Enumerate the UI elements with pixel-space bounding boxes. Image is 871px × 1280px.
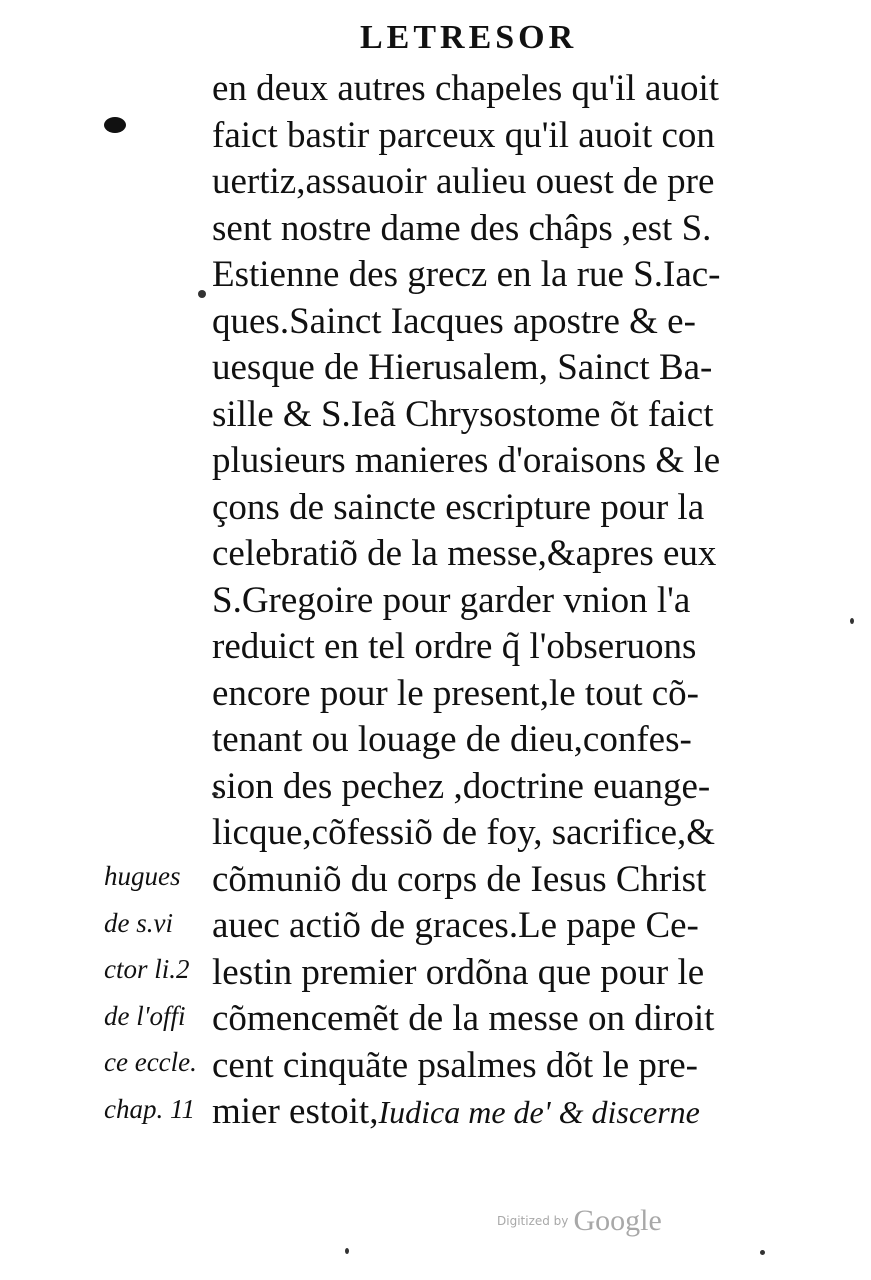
text-line: uesque de Hierusalem, Sainct Ba-: [212, 347, 713, 388]
text-line: cõmencemẽt de la messe on diroit: [212, 998, 715, 1039]
text-line-last: [212, 1089, 822, 1136]
text-line: lestin premier ordõna que pour le: [212, 951, 705, 993]
ink-speck: [850, 618, 854, 624]
text-line: en deux autres chapeles qu'il auoit: [212, 68, 720, 109]
margin-note-line: hugues: [104, 861, 181, 891]
google-watermark: [497, 1204, 662, 1238]
ink-speck: [198, 290, 206, 298]
text-line: cent cinquãte psalmes dõt le pre-: [212, 1044, 698, 1086]
margin-note-line: de l'offi: [104, 1000, 186, 1031]
margin-note-line: ctor li.2: [104, 954, 190, 984]
text-line: uertiz,assauoir aulieu ouest de pre: [212, 161, 715, 202]
margin-note: [104, 853, 224, 1132]
text-line: sille & S.Ieã Chrysostome õt faict: [212, 393, 714, 435]
text-line: çons de saincte escripture pour la: [212, 486, 705, 528]
text-line: auec actiõ de graces.Le pape Ce-: [212, 905, 699, 946]
text-line: plusieurs manieres d'oraisons & le: [212, 440, 721, 481]
text-line: S.Gregoire pour garder vnion l'a: [212, 579, 691, 621]
running-head: LETRESOR: [360, 19, 578, 56]
text-line: encore pour le present,le tout cõ-: [212, 672, 699, 714]
body-text: [212, 66, 822, 1136]
text-line: tenant ou louage de dieu,confes-: [212, 719, 692, 760]
text-line: reduict en tel ordre q̃ l'obseruons: [212, 626, 697, 667]
ink-speck: [760, 1250, 765, 1255]
text-line: Estienne des grecz en la rue S.Iac-: [212, 254, 721, 295]
margin-note-line: chap. 11: [104, 1093, 195, 1124]
ink-blot: [104, 117, 126, 133]
ink-speck: [345, 1248, 349, 1254]
margin-note-line: de s.vi: [104, 907, 173, 938]
text-line: sion des pechez ,doctrine euange-: [212, 765, 711, 807]
text-line: licque,cõfessiõ de foy, sacrifice,&: [212, 812, 716, 853]
margin-note-line: ce eccle.: [104, 1047, 197, 1077]
text-line: faict bastir parceux qu'il auoit con: [212, 114, 715, 156]
italic-quotation: Iudica me de' & discerne: [378, 1094, 700, 1130]
watermark-brand: Google: [573, 1204, 662, 1237]
watermark-prefix: Digitized by: [497, 1214, 569, 1228]
text-line: cõmuniõ du corps de Iesus Christ: [212, 858, 707, 900]
text-line: sent nostre dame des châps ,est S.: [212, 207, 712, 249]
text-line: ques.Sainct Iacques apostre & e-: [212, 300, 696, 342]
text-line: celebratiõ de la messe,&apres eux: [212, 533, 717, 574]
text-line-roman: mier estoit,: [212, 1091, 379, 1132]
